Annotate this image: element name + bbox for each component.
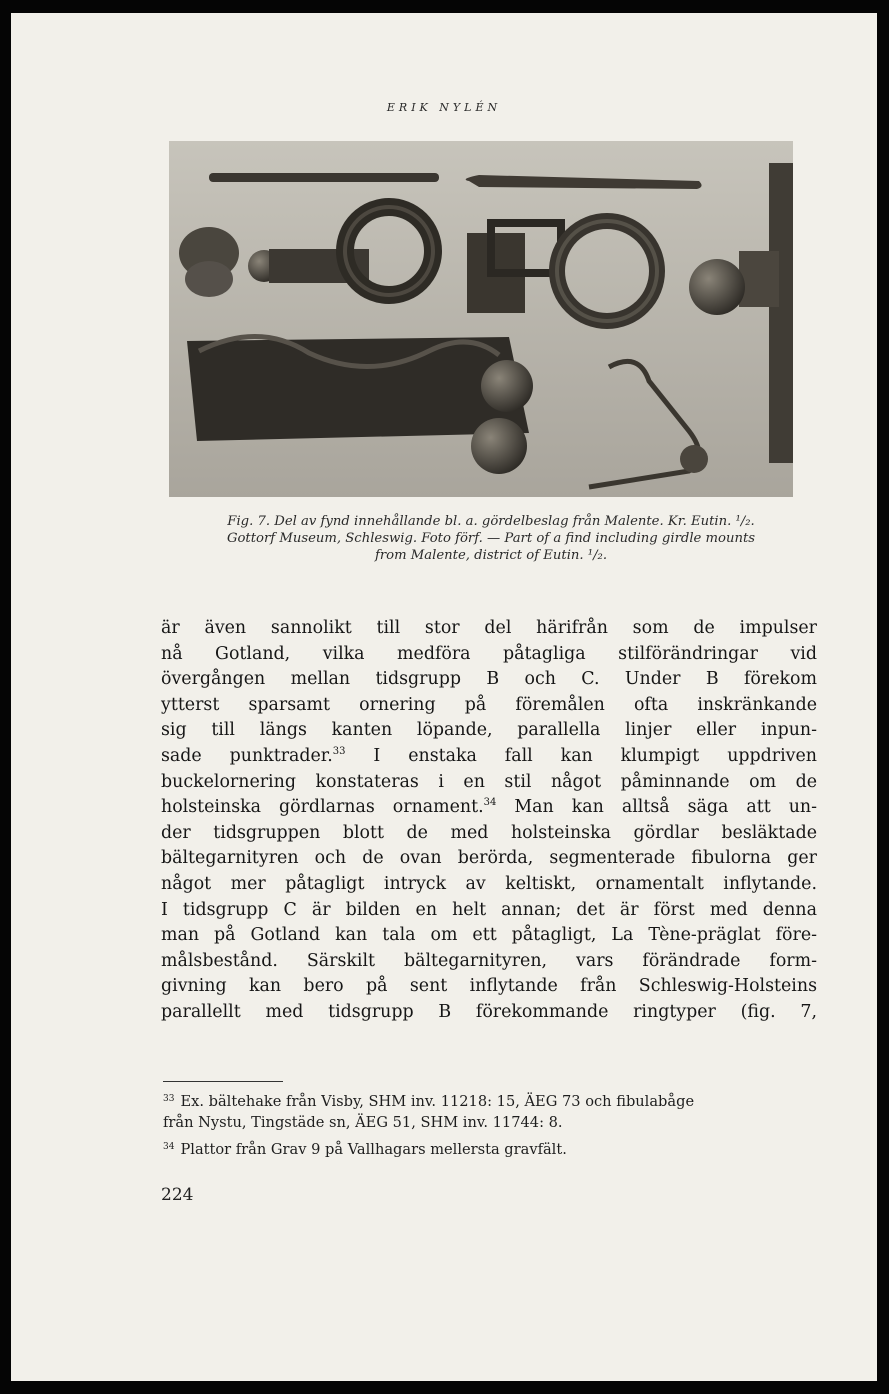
caption-line: Fig. 7. Del av fynd innehållande bl. a. gördelbeslag från Malente. Kr. Eutin. ¹/₂. (227, 514, 755, 529)
footnotes (163, 1091, 811, 1166)
footnote-ref: 34 (483, 797, 497, 809)
artifact-photo-illustration (169, 141, 793, 497)
running-head: ERIK NYLÉN (386, 101, 502, 114)
footnote: $^{33}$ Ex. bältehake från Visby, SHM inv. 11218: 15, ÄEG 73 och fibulabåge från Nystu, Tingstäde sn, ÄEG 51, SHM inv. 11744: 8. (163, 1093, 695, 1131)
footnote-mark: 33 (163, 1094, 175, 1104)
body-line: man på Gotland kan tala om ett påtagligt, La Tène-präglat före- (161, 925, 817, 946)
body-line: der tidsgruppen blott de med holsteinska gördlar besläktade (161, 822, 817, 843)
body-line: givning kan bero på sent inflytande från Schleswig-Holsteins (161, 976, 817, 997)
book-page (11, 13, 877, 1381)
body-line: parallellt med tidsgrupp B förekommande ringtyper (fig. 7, (161, 1001, 817, 1022)
body-line: buckelornering konstateras i en stil något påminnande om de (161, 771, 817, 792)
body-line: är även sannolikt till stor del härifrån som de impulser (161, 618, 817, 638)
footnote: $^{34}$ Plattor från Grav 9 på Vallhagars mellersta gravfält. (163, 1141, 567, 1158)
body-line: sade punktrader.$^{33}$ I enstaka fall kan klumpigt uppdriven (161, 745, 818, 766)
caption-line: from Malente, district of Eutin. ¹/₂. (374, 548, 608, 563)
body-line: holsteinska gördlarnas ornament.$^{34}$ Man kan alltså säga att un- (161, 797, 817, 818)
figure-photograph (169, 141, 793, 497)
figure-caption (171, 513, 811, 564)
body-text (161, 616, 817, 1026)
body-line: bältegarnityren och de ovan berörda, segmenterade fibulorna ger (161, 848, 817, 869)
body-line: målsbestånd. Särskilt bältegarnityren, vars förändrade form- (161, 950, 817, 971)
footnote-ref: 33 (332, 745, 346, 757)
body-line: något mer påtagligt intryck av keltiskt, ornamentalt inflytande. (161, 873, 817, 894)
body-line: nå Gotland, vilka medföra påtagliga stilförändringar vid (161, 643, 817, 664)
page-number: 224 (161, 1185, 194, 1205)
body-line: I tidsgrupp C är bilden en helt annan; det är först med denna (161, 899, 817, 920)
body-line: ytterst sparsamt ornering på föremålen ofta inskränkande (161, 694, 817, 715)
footnote-mark: 34 (163, 1142, 175, 1152)
body-line: sig till längs kanten löpande, parallella linjer eller inpun- (161, 720, 817, 741)
caption-line: Gottorf Museum, Schleswig. Foto förf. — Part of a find including girdle mounts (226, 531, 756, 546)
body-line: övergången mellan tidsgrupp B och C. Under B förekom (161, 669, 817, 690)
footnote-divider (163, 1081, 283, 1082)
